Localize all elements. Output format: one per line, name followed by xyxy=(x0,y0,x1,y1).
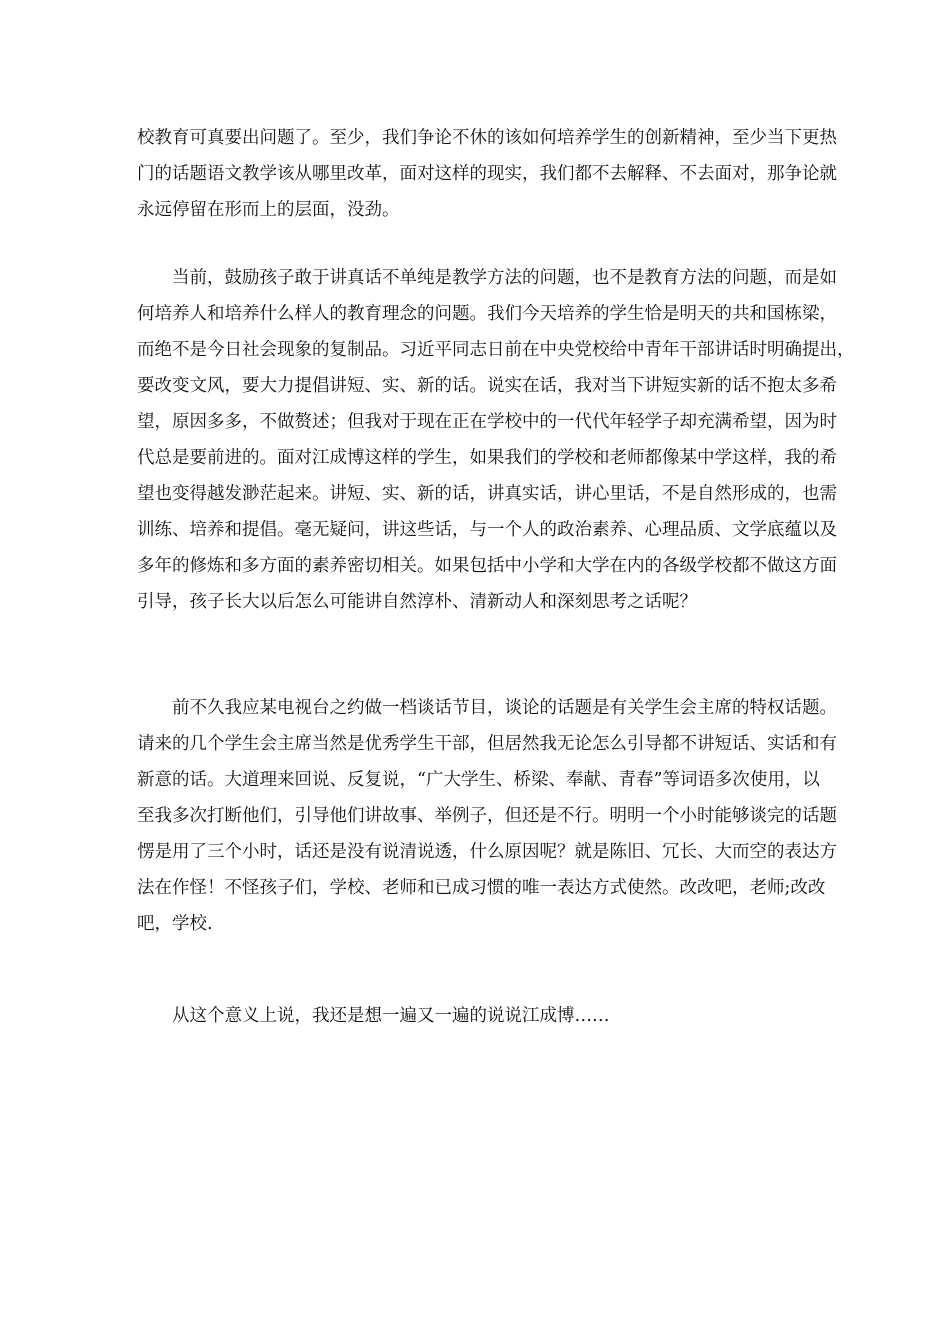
paragraph-3-line-4: 至我多次打断他们，引导他们讲故事、举例子，但还是不行。明明一个小时能够谈完的话题 xyxy=(137,806,837,826)
paragraph-3-line-1: 前不久我应某电视台之约做一档谈话节目，谈论的话题是有关学生会主席的特权话题。 xyxy=(172,698,837,718)
paragraph-1-line-2: 门的话题语文教学该从哪里改革，面对这样的现实，我们都不去解释、不去面对，那争论就 xyxy=(137,164,837,184)
paragraph-4-line-1: 从这个意义上说，我还是想一遍又一遍的说说江成博…… xyxy=(172,1006,610,1026)
paragraph-3-line-3: 新意的话。大道理来回说、反复说，“广大学生、桥梁、奉献、青春”等词语多次使用，以 xyxy=(137,770,820,790)
paragraph-2-line-2: 何培养人和培养什么样人的教育理念的问题。我们今天培养的学生恰是明天的共和国栋梁， xyxy=(137,304,837,324)
paragraph-2-line-6: 代总是要前进的。面对江成博这样的学生，如果我们的学校和老师都像某中学这样，我的希 xyxy=(137,448,837,468)
paragraph-3-line-6: 法在作怪！不怪孩子们，学校、老师和已成习惯的唯一表达方式使然。改改吧，老师;改改 xyxy=(137,878,826,898)
paragraph-2-line-10: 引导，孩子长大以后怎么可能讲自然淳朴、清新动人和深刻思考之话呢？ xyxy=(137,592,697,612)
paragraph-3-line-7: 吧，学校. xyxy=(137,914,213,934)
paragraph-2-line-4: 要改变文风，要大力提倡讲短、实、新的话。说实在话，我对当下讲短实新的话不抱太多希 xyxy=(137,376,837,396)
paragraph-1-line-1: 校教育可真要出问题了。至少，我们争论不休的该如何培养学生的创新精神，至少当下更热 xyxy=(137,128,837,148)
paragraph-2-line-8: 训练、培养和提倡。毫无疑问，讲这些话，与一个人的政治素养、心理品质、文学底蕴以及 xyxy=(137,520,837,540)
paragraph-3-line-2: 请来的几个学生会主席当然是优秀学生干部，但居然我无论怎么引导都不讲短话、实话和有 xyxy=(137,734,837,754)
paragraph-2-line-7: 望也变得越发渺茫起来。讲短、实、新的话，讲真实话，讲心里话，不是自然形成的，也需 xyxy=(137,484,837,504)
paragraph-2-line-3: 而绝不是今日社会现象的复制品。习近平同志日前在中央党校给中青年干部讲话时明确提出， xyxy=(137,340,855,360)
paragraph-1-line-3: 永远停留在形而上的层面，没劲。 xyxy=(137,200,400,220)
paragraph-2-line-9: 多年的修炼和多方面的素养密切相关。如果包括中小学和大学在内的各级学校都不做这方面 xyxy=(137,556,837,576)
paragraph-2-line-5: 望，原因多多，不做赘述；但我对于现在正在学校中的一代代年轻学子却充满希望，因为时 xyxy=(137,412,837,432)
paragraph-3-line-5: 愣是用了三个小时，话还是没有说清说透，什么原因呢？就是陈旧、冗长、大而空的表达方 xyxy=(137,842,837,862)
paragraph-2-line-1: 当前，鼓励孩子敢于讲真话不单纯是教学方法的问题，也不是教育方法的问题，而是如 xyxy=(172,268,837,288)
